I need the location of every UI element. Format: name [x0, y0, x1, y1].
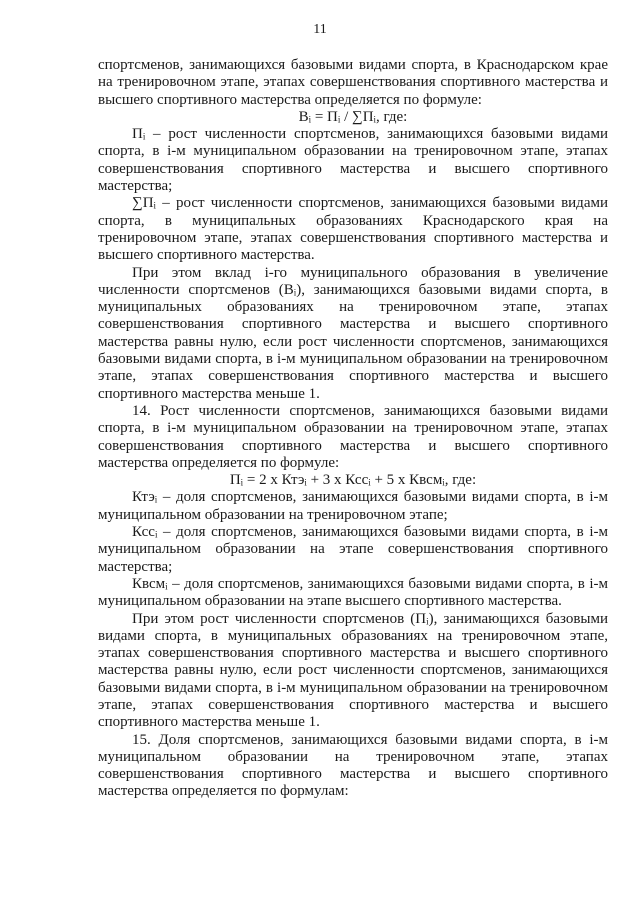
paragraph-growth-zero-rule: При этом рост численности спортсменов (Пᵢ), занимающихся базовыми видами спорта, в муниципальных образованиях на тренировочном этапе, этапах совершенствования спортивного мастерства и высшего спортивного мастерства равны нулю, если рост численности спортсменов, занимающихся базовыми видами спорта, в i-м муниципальном образовании на тренировочном этапе, этапах совершенствования спортивного мастерства и высшего спортивного мастерства меньше 1. — [98, 610, 608, 731]
formula-contribution: Вᵢ = Пᵢ / ∑Пᵢ, где: — [298, 108, 408, 125]
paragraph-definition-kss: Кссᵢ – доля спортсменов, занимающихся базовыми видами спорта, в i-м муниципальном образовании на этапе совершенствования спортивного мастерства; — [98, 524, 608, 575]
paragraph-definition-kte: Ктэᵢ – доля спортсменов, занимающихся базовыми видами спорта, в i-м муниципальном образовании на тренировочном этапе; — [98, 489, 608, 523]
paragraph-contribution-zero-rule: При этом вклад i-го муниципального образования в увеличение численности спортсменов (Вᵢ), занимающихся базовыми видами спорта, в муниципальных образованиях на тренировочном этапе, этапах совершенствования спортивного мастерства и высшего спортивного мастерства равны нулю, если рост численности спортсменов, занимающихся базовыми видами спорта, в i-м муниципальном образовании на тренировочном этапе, этапах совершенствования спортивного мастерства и высшего спортивного мастерства меньше 1. — [98, 264, 608, 402]
paragraph-continuation: спортсменов, занимающихся базовыми видами спорта, в Краснодарском крае на тренировочном этапе, этапах совершенствования спортивного мастерства и высшего спортивного мастерства определяется по формуле: — [98, 57, 608, 108]
formula-growth: Пᵢ = 2 х Ктэᵢ + 3 х Кссᵢ + 5 х Квсмᵢ, где: — [229, 472, 477, 489]
paragraph-item-15: 15. Доля спортсменов, занимающихся базовыми видами спорта, в i-м муниципальном образовании на тренировочном этапе, этапах совершенствования спортивного мастерства и высшего спортивного мастерства определяется по формулам: — [98, 731, 608, 800]
paragraph-definition-sum-growth: ∑Пᵢ – рост численности спортсменов, занимающихся базовыми видами спорта, в муниципальных образованиях Краснодарского края на тренировочном этапе, этапах совершенствования спортивного мастерства и высшего спортивного мастерства. — [98, 195, 608, 264]
paragraph-item-14: 14. Рост численности спортсменов, занимающихся базовыми видами спорта, в i-м муниципальном образовании на тренировочном этапе, этапах совершенствования спортивного мастерства и высшего спортивного мастерства определяется по формуле: — [98, 402, 608, 471]
paragraph-definition-growth: Пᵢ – рост численности спортсменов, занимающихся базовыми видами спорта, в i-м муниципальном образовании на тренировочном этапе, этапах совершенствования спортивного мастерства и высшего спортивного мастерства; — [98, 126, 608, 195]
page-number: 11 — [313, 22, 327, 37]
paragraph-definition-kvsm: Квсмᵢ – доля спортсменов, занимающихся базовыми видами спорта, в i-м муниципальном образовании на этапе высшего спортивного мастерства. — [98, 575, 608, 610]
document-body — [98, 57, 608, 801]
